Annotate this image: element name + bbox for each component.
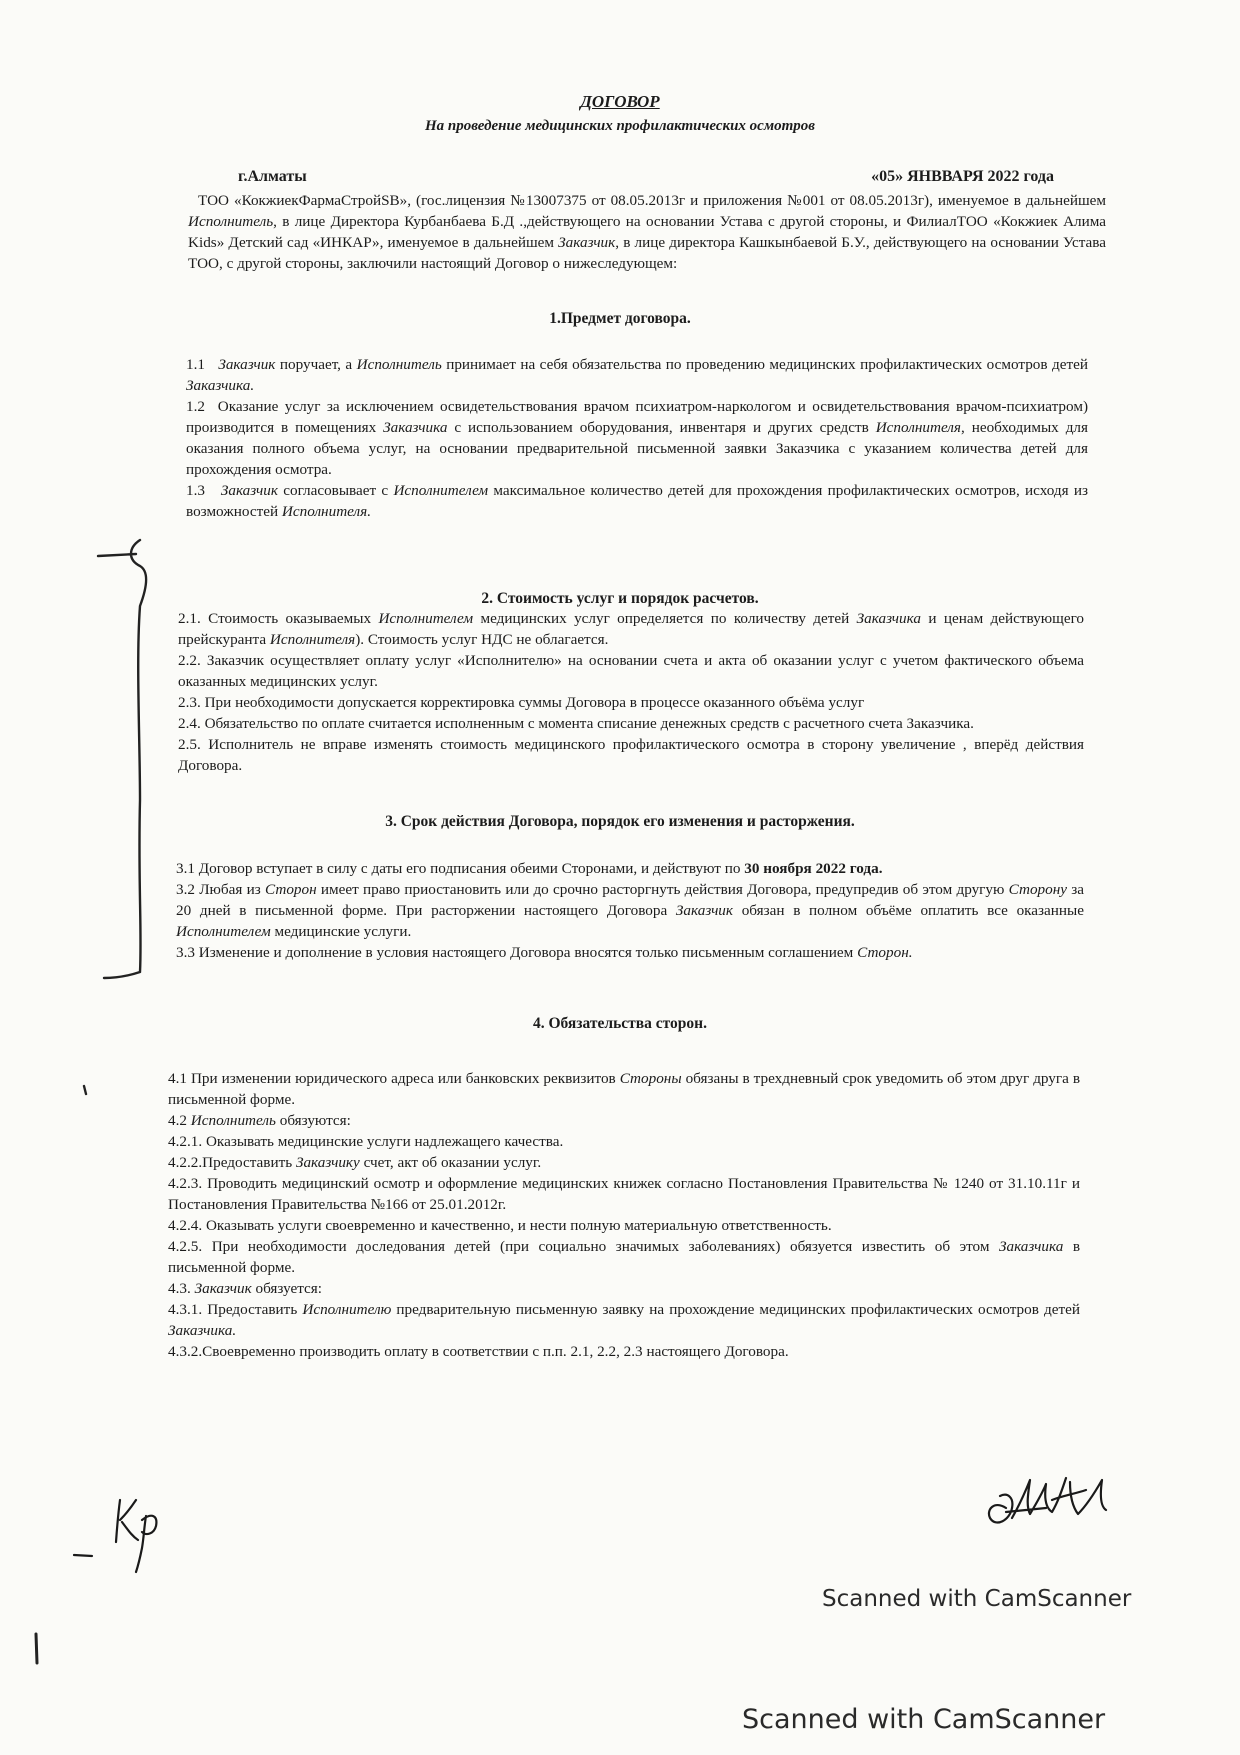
clause-4-2-5: 4.2.5. При необходимости доследования детей (при социально значимых заболеваниях) обязуется известить об этом Заказчика в письменной форме. (168, 1238, 1080, 1276)
clause-4-3-2: 4.3.2.Своевременно производить оплату в соответствии с п.п. 2.1, 2.2, 2.3 настоящего Договора. (168, 1343, 789, 1360)
clause-1-2: 1.2 Оказание услуг за исключением освидетельствования врачом психиатром-наркологом и освидетельствования врачом-психиатром) производится в помещениях Заказчика с использованием оборудования, инвентаря и других средств Исполнителя, необходимых для оказания полного объема услуг, на основании предварительной письменной заявки Заказчика с указанием количества детей для прохождения осмотра. (186, 398, 1088, 478)
clause-1-1: 1.1 Заказчик поручает, а Исполнитель принимает на себя обязательства по проведению медицинских профилактических осмотров детей Заказчика. (186, 356, 1088, 394)
document-subtitle: На проведение медицинских профилактических осмотров (425, 118, 815, 134)
document-title: ДОГОВОР (580, 92, 660, 111)
preamble: ТОО «КокжиекФармаСтройSB», (гос.лицензия №13007375 от 08.05.2013г и приложения №001 от 08.05.2013г), именуемое в дальнейшем Исполнитель, в лице Директора Курбанбаева Б.Д .,действующего на основании Устава с другой стороны, и ФилиалТОО «Кокжиек Алима Kids» Детский сад «ИНКАР», именуемое в дальнейшем Заказчик, в лице директора Кашкынбаевой Б.У., действующего на основании Устава ТОО, с другой стороны, заключили настоящий Договор о нижеследующем: (188, 192, 1107, 272)
initials-scribble (116, 1500, 156, 1572)
clause-1-3: 1.3 Заказчик согласовывает с Исполнителем максимальное количество детей для прохождения профилактических осмотров, исходя из возможностей Исполнителя. (186, 482, 1089, 520)
underline-stroke (74, 1555, 92, 1556)
clause-4-3-1: 4.3.1. Предоставить Исполнителю предварительную письменную заявку на прохождение медицинских профилактических осмотров детей Заказчика. (168, 1301, 1080, 1339)
clause-2-3: 2.3. При необходимости допускается корректировка суммы Договора в процессе оказанного объёма услуг (178, 694, 865, 711)
section-3-heading: 3. Срок действия Договора, порядок его изменения и расторжения. (385, 813, 855, 830)
clause-3-1: 3.1 Договор вступает в силу с даты его подписания обеими Сторонами, и действуют по 30 ноября 2022 года. (176, 860, 883, 877)
camscanner-watermark-large: Scanned with CamScanner (742, 1704, 1106, 1735)
clause-2-2: 2.2. Заказчик осуществляет оплату услуг «Исполнителю» на основании счета и акта об оказании услуг с учетом фактического объема оказанных медицинских услуг. (178, 652, 1084, 690)
section-4-heading: 4. Обязательства сторон. (533, 1015, 707, 1032)
clause-2-5: 2.5. Исполнитель не вправе изменять стоимость медицинского профилактического осмотра в сторону увеличение , вперёд действия Договора. (178, 736, 1084, 774)
clause-4-3: 4.3. Заказчик обязуется: (168, 1280, 322, 1297)
clause-4-2-2: 4.2.2.Предоставить Заказчику счет, акт об оказании услуг. (168, 1154, 542, 1171)
signature (989, 1478, 1106, 1523)
clause-4-2-4: 4.2.4. Оказывать услуги своевременно и качественно, и нести полную материальную ответственность. (168, 1217, 832, 1234)
left-edge-mark (36, 1634, 37, 1663)
section-1-heading: 1.Предмет договора. (549, 310, 691, 327)
clause-3-2: 3.2 Любая из Сторон имеет право приостановить или до срочно расторгнуть действия Договора, предупредив об этом другую Сторону за 20 дней в письменной форме. При расторжении настоящего Договора Заказчик обязан в полном объёме оплатить все оказанные Исполнителем медицинские услуги. (176, 881, 1084, 940)
clause-3-3: 3.3 Изменение и дополнение в условия настоящего Договора вносятся только письменным соглашением Сторон. (176, 944, 913, 961)
clause-4-2-3: 4.2.3. Проводить медицинский осмотр и оформление медицинских книжек согласно Постановления Правительства № 1240 от 31.10.11г и Постановления Правительства №166 от 25.01.2012г. (168, 1175, 1080, 1213)
clause-4-1: 4.1 При изменении юридического адреса или банковских реквизитов Стороны обязаны в трехдневный срок уведомить об этом друг друга в письменной форме. (168, 1070, 1081, 1108)
city: г.Алматы (238, 168, 307, 185)
clause-2-4: 2.4. Обязательство по оплате считается исполненным с момента списание денежных средств с расчетного счета Заказчика. (178, 715, 974, 732)
clause-4-2-1: 4.2.1. Оказывать медицинские услуги надлежащего качества. (168, 1133, 564, 1150)
section-2-heading: 2. Стоимость услуг и порядок расчетов. (481, 590, 759, 607)
clause-4-2: 4.2 Исполнитель обязуются: (168, 1112, 351, 1129)
contract-date: «05» ЯНВВАРЯ 2022 года (871, 168, 1054, 185)
margin-tick (84, 1086, 86, 1094)
margin-bracket (98, 540, 146, 978)
clause-2-1: 2.1. Стоимость оказываемых Исполнителем медицинских услуг определяется по количеству детей Заказчика и ценам действующего прейскуранта Исполнителя). Стоимость услуг НДС не облагается. (178, 610, 1085, 648)
camscanner-watermark: Scanned with CamScanner (822, 1586, 1132, 1612)
